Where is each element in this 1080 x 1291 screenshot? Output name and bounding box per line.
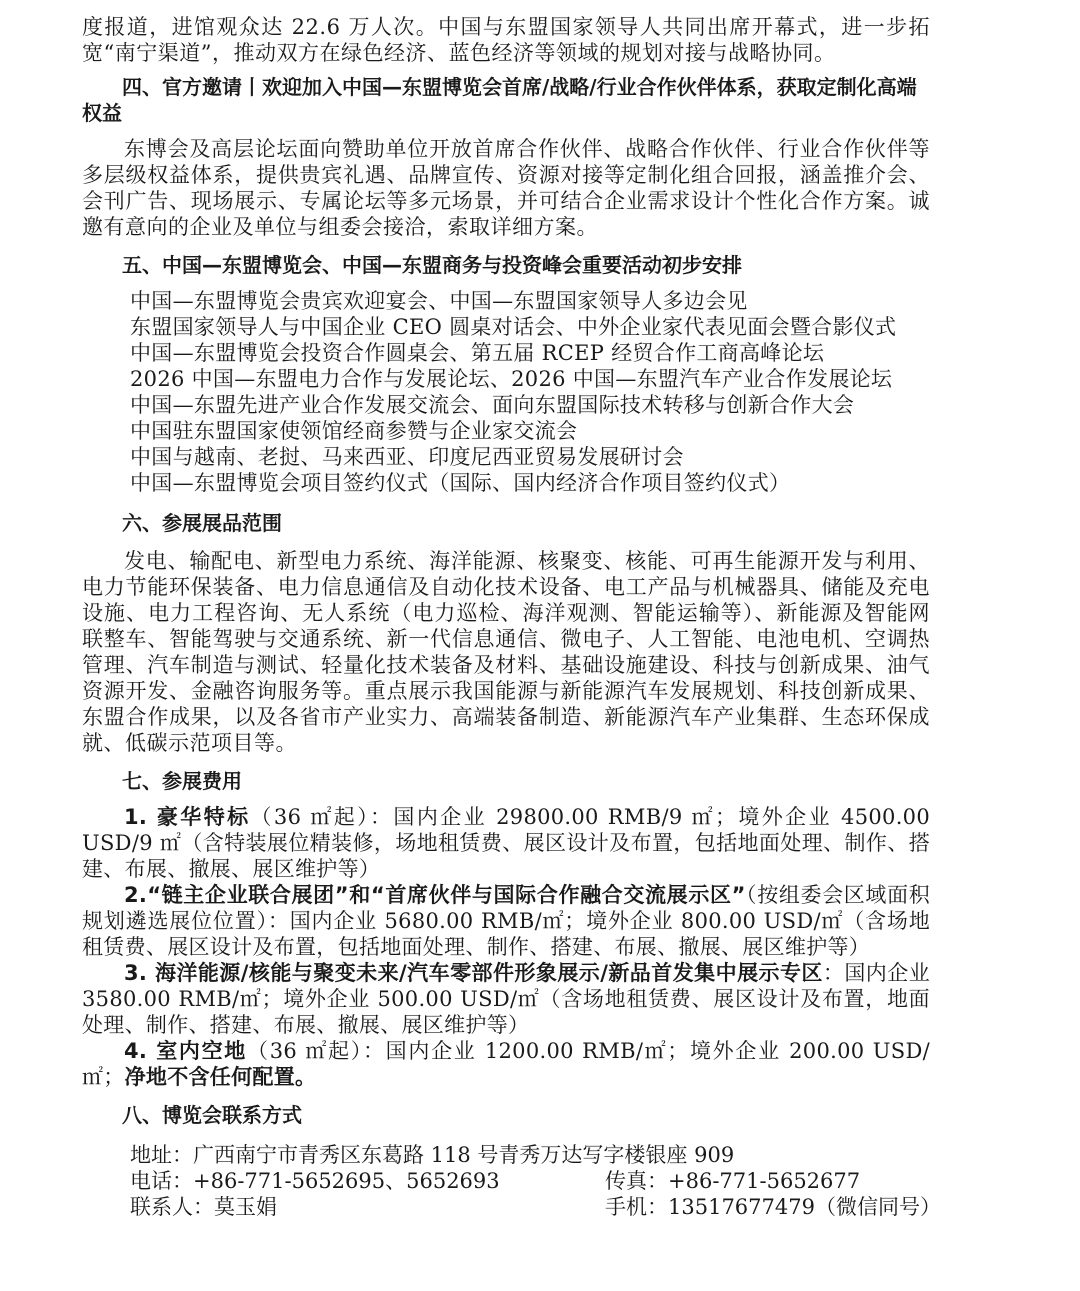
address-text: 地址：广西南宁市青秀区东葛路 118 号青秀万达写字楼银座 909 bbox=[130, 1143, 735, 1167]
fax-text: 传真：+86-771-5652677 bbox=[605, 1169, 861, 1193]
fee-note: 净地不含任何配置。 bbox=[124, 1065, 317, 1089]
section-4 bbox=[82, 74, 930, 240]
fee-title: 2.“链主企业联合展团”和“首席伙伴与国际合作融合交流展示区” bbox=[124, 883, 746, 907]
section-8-heading: 八、博览会联系方式 bbox=[122, 1103, 302, 1127]
section-4-body: 东博会及高层论坛面向赞助单位开放首席合作伙伴、战略合作伙伴、行业合作伙伴等多层级权益体系，提供贵宾礼遇、品牌宣传、资源对接等定制化组合回报，涵盖推介会、会刊广告、现场展示、专属论坛等多元场景，并可结合企业需求设计个性化合作方案。诚邀有意向的企业及单位与组委会接洽，索取详细方案。 bbox=[82, 137, 930, 239]
contact-row-person bbox=[82, 1194, 941, 1220]
activity-item: 中国—东盟先进产业合作发展交流会、面向东盟国际技术转移与创新合作大会 bbox=[130, 393, 855, 417]
contact-row-phone bbox=[82, 1168, 930, 1194]
activity-item: 中国—东盟博览会贵宾欢迎宴会、中国—东盟国家领导人多边会见 bbox=[130, 289, 748, 313]
intro-paragraph-tail: 度报道，进馆观众达 22.6 万人次。中国与东盟国家领导人共同出席开幕式，进一步拓宽“南宁渠道”，推动双方在绿色经济、蓝色经济等领域的规划对接与战略协同。 bbox=[82, 15, 930, 65]
fee-title: 3. 海洋能源/核能与聚变未来/汽车零部件形象展示/新品首发集中展示专区 bbox=[124, 961, 823, 985]
section-8 bbox=[82, 1102, 941, 1220]
phone-text: 电话：+86-771-5652695、5652693 bbox=[130, 1169, 500, 1193]
activity-item: 东盟国家领导人与中国企业 CEO 圆桌对话会、中外企业家代表见面会暨合影仪式 bbox=[130, 315, 897, 339]
activity-item: 中国与越南、老挝、马来西亚、印度尼西亚贸易发展研讨会 bbox=[130, 445, 684, 469]
fee-text: （按组委会区域面积规划遴选展位位置）：国内企业 5680.00 RMB/㎡；境外企业 800.00 USD/㎡（含场地租赁费、展区设计及布置，包括地面处理、制作、搭建、布展、撤展、展区维护等） bbox=[82, 883, 931, 959]
activity-item: 中国—东盟博览会投资合作圆桌会、第五届 RCEP 经贸合作工商高峰论坛 bbox=[130, 341, 825, 365]
section-5-list bbox=[82, 288, 930, 496]
contact-row-address bbox=[82, 1142, 930, 1168]
section-4-heading: 四、官方邀请丨欢迎加入中国—东盟博览会首席/战略/行业合作伙伴体系，获取定制化高端权益 bbox=[82, 75, 917, 125]
fee-item bbox=[82, 960, 930, 1038]
fee-text: ：国内企业 3580.00 RMB/㎡；境外企业 500.00 USD/㎡（含场地租赁费、展区设计及布置，地面处理、制作、搭建、布展、撤展、展区维护等） bbox=[82, 961, 930, 1037]
fee-list bbox=[82, 804, 930, 1090]
section-6-body: 发电、输配电、新型电力系统、海洋能源、核聚变、核能、可再生能源开发与利用、电力节能环保装备、电力信息通信及自动化技术设备、电工产品与机械器具、储能及充电设施、电力工程咨询、无人系统（电力巡检、海洋观测、智能运输等）、新能源及智能网联整车、智能驾驶与交通系统、新一代信息通信、微电子、人工智能、电池电机、空调热管理、汽车制造与测试、轻量化技术装备及材料、基础设施建设、科技与创新成果、油气资源开发、金融咨询服务等。重点展示我国能源与新能源汽车发展规划、科技创新成果、东盟合作成果，以及各省市产业实力、高端装备制造、新能源汽车产业集群、生态环保成就、低碳示范项目等。 bbox=[82, 549, 930, 755]
activity-item: 2026 中国—东盟电力合作与发展论坛、2026 中国—东盟汽车产业合作发展论坛 bbox=[130, 367, 893, 391]
fee-title: 1. 豪华特标 bbox=[124, 805, 251, 829]
section-5 bbox=[82, 252, 930, 496]
section-6-heading: 六、参展展品范围 bbox=[122, 511, 282, 535]
fee-item bbox=[82, 1038, 930, 1090]
section-5-heading: 五、中国—东盟博览会、中国—东盟商务与投资峰会重要活动初步安排 bbox=[122, 253, 742, 277]
fee-text: （36 ㎡起）：国内企业 1200.00 RMB/㎡；境外企业 200.00 USD/㎡； bbox=[82, 1039, 931, 1089]
contact-block bbox=[82, 1142, 941, 1220]
section-7 bbox=[82, 768, 930, 1090]
fee-title: 4. 室内空地 bbox=[124, 1039, 247, 1063]
contact-person-text: 联系人：莫玉娟 bbox=[130, 1195, 277, 1219]
fee-item bbox=[82, 882, 930, 960]
mobile-text: 手机：13517677479（微信同号） bbox=[605, 1195, 941, 1219]
section-6 bbox=[82, 510, 930, 756]
section-7-heading: 七、参展费用 bbox=[122, 769, 242, 793]
fee-text: （36 ㎡起）：国内企业 29800.00 RMB/9 ㎡；境外企业 4500.00 USD/9 ㎡（含特装展位精装修，场地租赁费、展区设计及布置，包括地面处理、制作、搭建、布展、撤展、展区维护等） bbox=[82, 805, 930, 881]
activity-item: 中国—东盟博览会项目签约仪式（国际、国内经济合作项目签约仪式） bbox=[130, 471, 791, 495]
fee-item bbox=[82, 804, 930, 882]
activity-item: 中国驻东盟国家使领馆经商参赞与企业家交流会 bbox=[130, 419, 578, 443]
